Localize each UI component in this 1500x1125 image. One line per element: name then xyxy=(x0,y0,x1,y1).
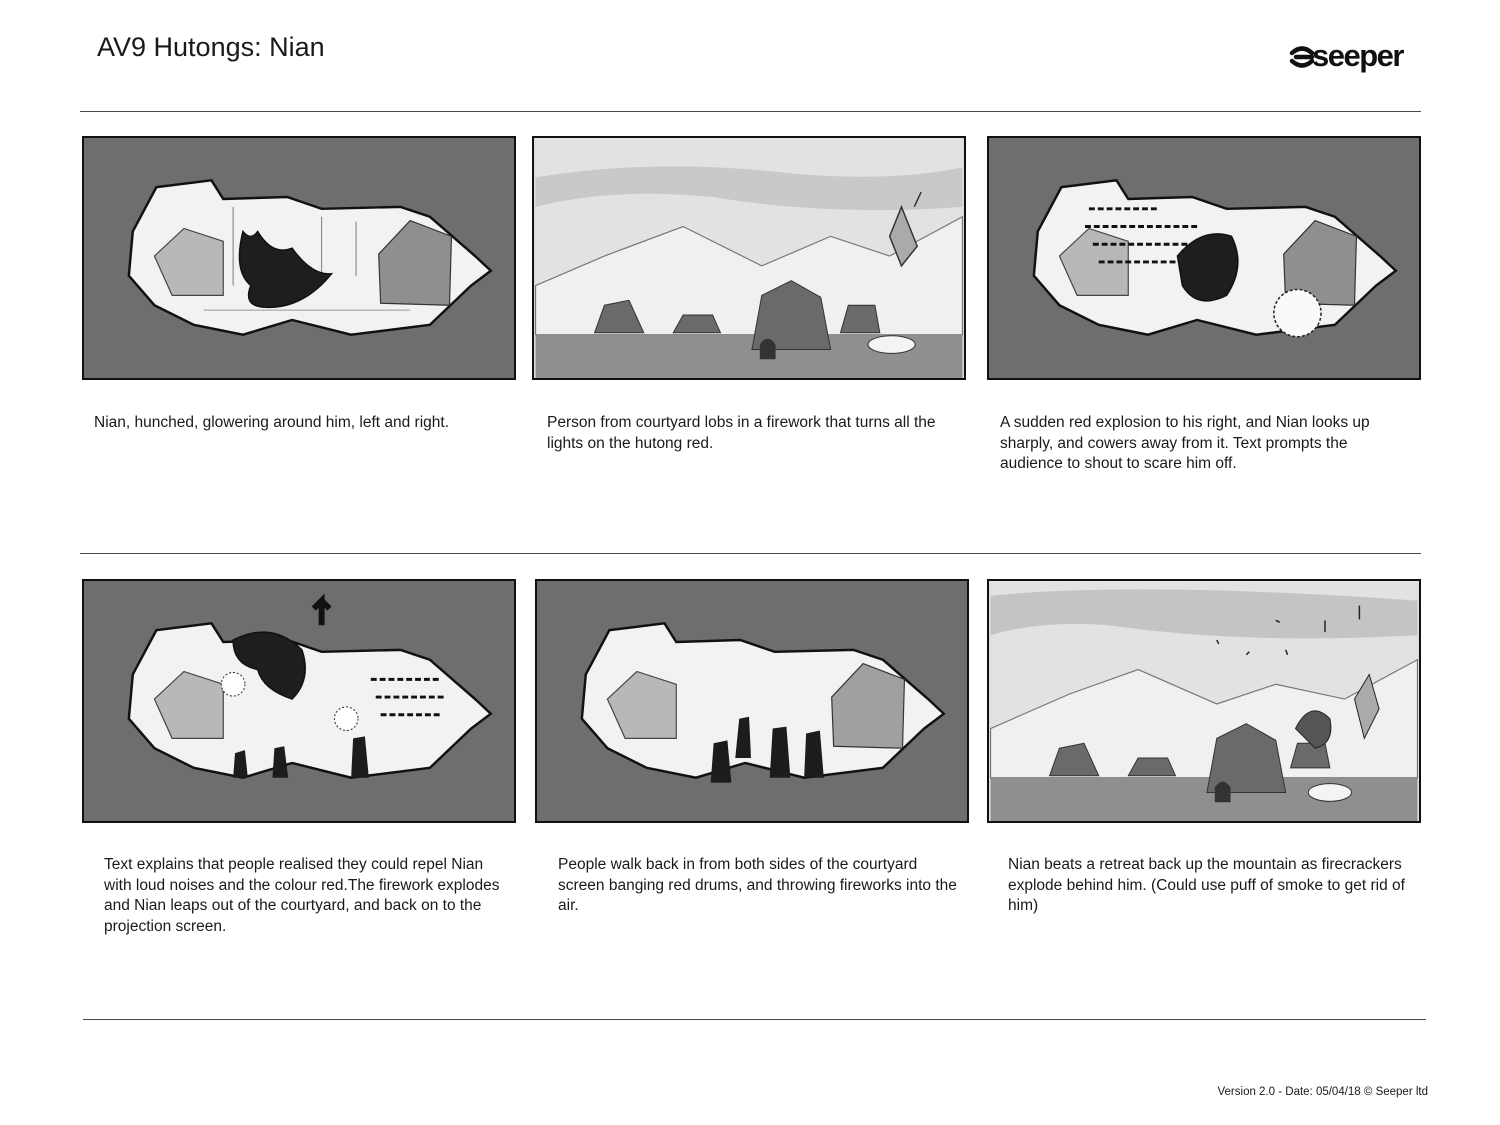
storyboard-panel-6 xyxy=(987,579,1421,823)
seeper-logo xyxy=(1288,38,1430,78)
logo-text: seeper xyxy=(1312,38,1403,73)
storyboard-panel-1 xyxy=(82,136,516,380)
panel-1-caption: Nian, hunched, glowering around him, left and right. xyxy=(94,414,449,431)
courtyard-leap-sketch xyxy=(84,581,514,821)
header-divider xyxy=(80,111,1421,112)
courtyard-sketch xyxy=(84,138,514,378)
panel-5-caption: People walk back in from both sides of the courtyard screen banging red drums, and throwing fireworks into the air. xyxy=(558,856,957,914)
mountain-sketch xyxy=(534,138,964,378)
mountain-retreat-sketch xyxy=(989,581,1419,821)
footer-divider xyxy=(83,1019,1426,1020)
courtyard-drummers-sketch xyxy=(537,581,967,821)
panel-6-caption: Nian beats a retreat back up the mountain as firecrackers explode behind him. (Could use puff of smoke to get rid of him) xyxy=(1008,856,1405,914)
panel-4-caption: Text explains that people realised they could repel Nian with loud noises and the colour red.The firework explodes and Nian leaps out of the courtyard, and back on to the projection screen. xyxy=(104,856,500,935)
row-divider xyxy=(80,553,1421,554)
logo-arrow-icon xyxy=(1292,49,1312,66)
storyboard-panel-2 xyxy=(532,136,966,380)
storyboard-panel-4 xyxy=(82,579,516,823)
panel-3-caption: A sudden red explosion to his right, and Nian looks up sharply, and cowers away from it. Text prompts the audience to shout to scare him off. xyxy=(1000,414,1370,472)
version-footer: Version 2.0 - Date: 05/04/18 © Seeper ltd xyxy=(1217,1086,1428,1098)
courtyard-explosion-sketch xyxy=(989,138,1419,378)
storyboard-panel-3 xyxy=(987,136,1421,380)
page-title: AV9 Hutongs: Nian xyxy=(97,32,325,62)
storyboard-panel-5 xyxy=(535,579,969,823)
panel-2-caption: Person from courtyard lobs in a firework that turns all the lights on the hutong red. xyxy=(547,414,936,452)
